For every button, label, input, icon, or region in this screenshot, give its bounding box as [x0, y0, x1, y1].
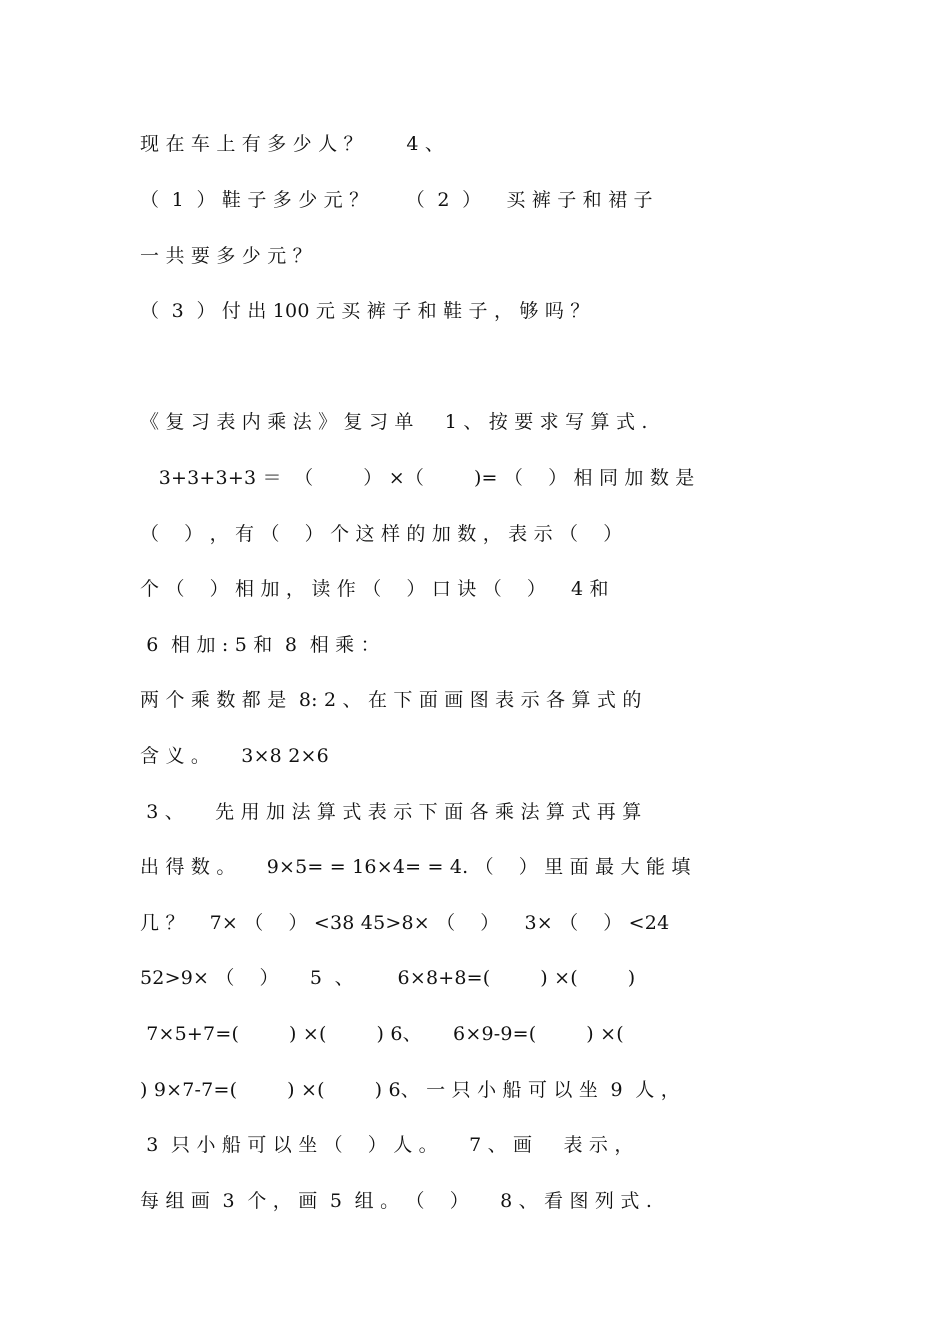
text-line: 一 共 要 多 少 元 ？ — [140, 245, 312, 267]
text-line: 几 ？ 7× （ ） <38 45>8× （ ） 3× （ ） <24 — [140, 912, 670, 934]
text-line: 出 得 数 。 9×5= = 16×4= = 4. （ ） 里 面 最 大 能 填 — [140, 856, 691, 878]
text-line: 52>9× （ ） 5 、 6×8+8=( ) ×( ) — [140, 967, 636, 989]
text-line: 个 （ ） 相 加 ， 读 作 （ ） 口 诀 （ ） 4 和 — [140, 578, 609, 600]
text-line: 含 义 。 3×8 2×6 — [140, 745, 329, 767]
text-line: 现 在 车 上 有 多 少 人 ？ 4 、 — [140, 133, 445, 155]
text-line: 3 只 小 船 可 以 坐 （ ） 人 。 7 、 画 表 示 ， — [140, 1134, 634, 1156]
text-line: ) 9×7-7=( ) ×( ) 6、 一 只 小 船 可 以 坐 9 人 ， — [140, 1079, 680, 1101]
text-line: 3 、 先 用 加 法 算 式 表 示 下 面 各 乘 法 算 式 再 算 — [140, 801, 642, 823]
text-line: （ 1 ） 鞋 子 多 少 元 ？ （ 2 ） 买 裤 子 和 裙 子 — [140, 189, 653, 211]
text-line: 6 相 加 : 5 和 8 相 乘 ： — [140, 634, 380, 656]
text-line: 《 复 习 表 内 乘 法 》 复 习 单 1 、 按 要 求 写 算 式 . — [140, 411, 648, 433]
text-line: 7×5+7=( ) ×( ) 6、 6×9-9=( ) ×( — [140, 1023, 624, 1045]
text-line: （ ） ， 有 （ ） 个 这 样 的 加 数 ， 表 示 （ ） — [140, 523, 623, 545]
text-line: 3+3+3+3 ＝ （ ） ×（ )= （ ） 相 同 加 数 是 — [140, 467, 695, 489]
text-line: 每 组 画 3 个 ， 画 5 组 。 （ ） 8 、 看 图 列 式 . — [140, 1190, 653, 1212]
text-line: （ 3 ） 付 出 100 元 买 裤 子 和 鞋 子 ， 够 吗 ？ — [140, 300, 590, 322]
text-line: 两 个 乘 数 都 是 8: 2 、 在 下 面 画 图 表 示 各 算 式 的 — [140, 689, 642, 711]
